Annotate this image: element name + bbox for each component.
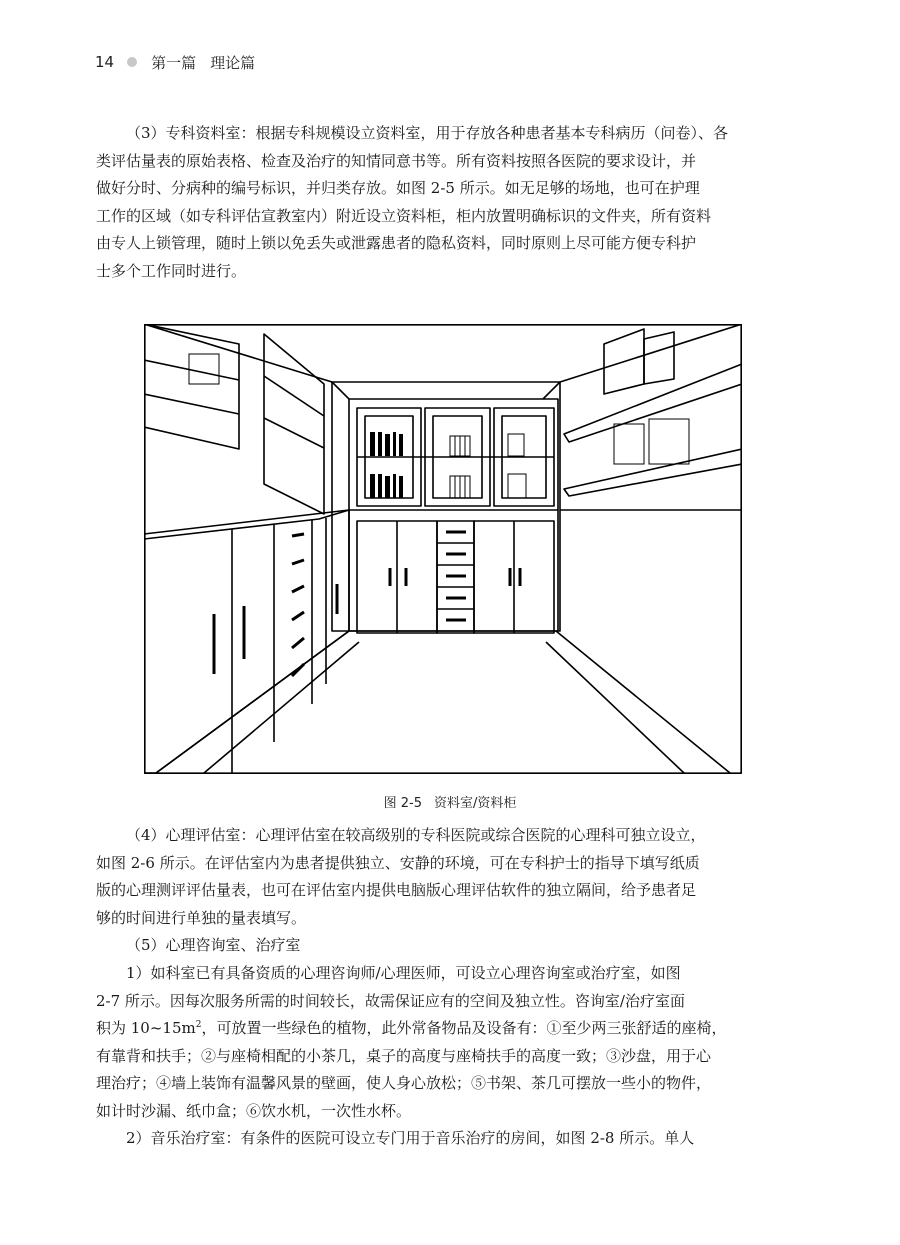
archive-room-drawing [144,324,742,774]
text-line: （4）心理评估室：心理评估室在较高级别的专科医院或综合医院的心理科可独立设立， [126,826,706,844]
text-line: 2）音乐治疗室：有条件的医院可设立专门用于音乐治疗的房间，如图 2-8 所示。单人 [126,1129,695,1147]
text-line: 理治疗；④墙上装饰有温馨风景的壁画，使人身心放松；⑤书架、茶几可摆放一些小的物件， [96,1074,712,1092]
text-line [96,1015,794,1043]
figure-number: 图 2-5 [383,796,422,811]
paragraph-counseling-room [96,960,794,1125]
page-header [95,52,255,72]
text-line: 够的时间进行单独的量表填写。 [96,908,307,927]
paragraph-psych-assessment [96,822,794,932]
figure-caption [0,792,900,811]
text-line: 1）如科室已有具备资质的心理咨询师/心理医师，可设立心理咨询室或治疗室，如图 [126,964,681,982]
header-section: 理论篇 [210,53,256,72]
text-line: （5）心理咨询室、治疗室 [126,936,301,954]
text-line: 由专人上锁管理，随时上锁以免丢失或泄露患者的隐私资料，同时原则上尽可能方便专科护 [96,234,697,252]
header-part: 第一篇 [151,53,197,72]
text-line: 如计时沙漏、纸巾盒；⑥饮水机，一次性水杯。 [96,1101,412,1120]
area-text: 积为 10~15m [96,1019,196,1037]
paragraph-archive-room [96,120,794,285]
superscript: 2 [195,1020,202,1030]
figure-archive-room-illustration [144,324,742,774]
text-line: 做好分时、分病种的编号标识，并归类存放。如图 2-5 所示。如无足够的场地，也可在护理 [96,179,700,197]
figure-title: 资料室/资料柜 [433,796,517,811]
text-continuation: ，可放置一些绿色的植物，此外常备物品及设备有：①至少两三张舒适的座椅， [201,1019,727,1037]
text-line: （3）专科资料室：根据专科规模设立资料室，用于存放各种患者基本专科病历（问卷）、各 [126,124,729,142]
text-line: 类评估量表的原始表格、检查及治疗的知情同意书等。所有资料按照各医院的要求设计，并 [96,151,697,170]
paragraph-counseling-heading [96,932,794,960]
text-line: 有靠背和扶手；②与座椅相配的小茶几，桌子的高度与座椅扶手的高度一致；③沙盘，用于心 [96,1046,712,1065]
text-line: 2-7 所示。因每次服务所需的时间较长，故需保证应有的空间及独立性。咨询室/治疗室面 [96,991,685,1010]
paragraph-music-therapy [96,1125,794,1153]
header-dot-icon [127,57,137,67]
text-line: 版的心理测评评估量表，也可在评估室内提供电脑版心理评估软件的独立隔间，给予患者足 [96,881,697,899]
text-line: 士多个工作同时进行。 [96,261,247,280]
page-number: 14 [95,53,115,71]
text-line: 如图 2-6 所示。在评估室内为患者提供独立、安静的环境，可在专科护士的指导下填写纸质 [96,853,700,872]
text-line: 工作的区域（如专科评估宣教室内）附近设立资料柜，柜内放置明确标识的文件夹，所有资料 [96,206,712,225]
